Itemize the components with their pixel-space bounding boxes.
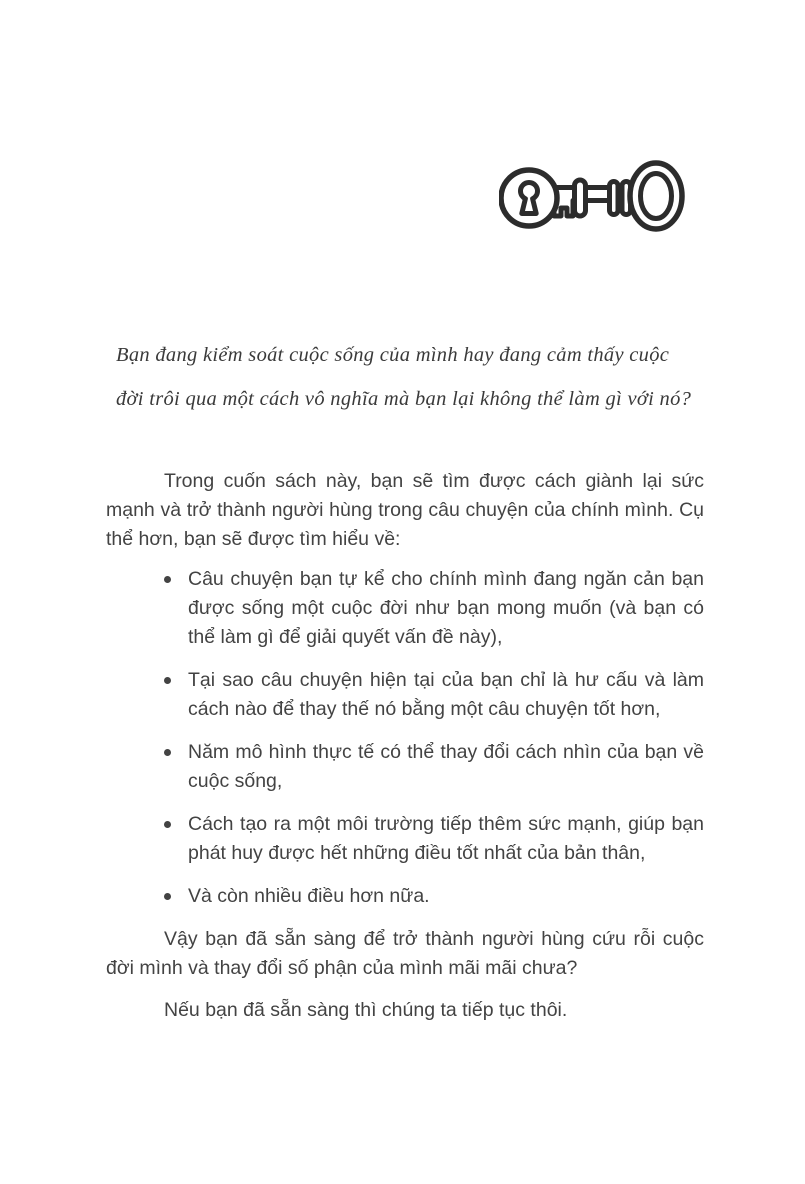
list-item <box>106 882 704 911</box>
handwritten-question: Bạn đang kiểm soát cuộc sống của mình hay đang cảm thấy cuộc đời trôi qua một cách vô nghĩa mà bạn lại không thể làm gì với nó? <box>116 344 692 410</box>
bullet-icon <box>164 677 171 684</box>
body-text <box>106 467 704 1025</box>
list-item <box>106 666 704 724</box>
list-item <box>106 738 704 796</box>
key-icon <box>499 160 685 232</box>
list-item-text: Năm mô hình thực tế có thể thay đổi cách nhìn của bạn về cuộc sống, <box>188 741 704 792</box>
bullet-icon <box>164 576 171 583</box>
bullet-list <box>106 565 704 911</box>
closing-paragraph-1: Vậy bạn đã sẵn sàng để trở thành người hùng cứu rỗi cuộc đời mình và thay đổi số phận của mình mãi mãi chưa? <box>106 928 704 979</box>
list-item-text: Câu chuyện bạn tự kể cho chính mình đang ngăn cản bạn được sống một cuộc đời như bạn mong muốn (và bạn có thể làm gì để giải quyết vấn đề này), <box>188 568 704 648</box>
list-item-text: Tại sao câu chuyện hiện tại của bạn chỉ là hư cấu và làm cách nào để thay thế nó bằng một câu chuyện tốt hơn, <box>188 669 704 720</box>
opening-paragraph: Trong cuốn sách này, bạn sẽ tìm được cách giành lại sức mạnh và trở thành người hùng trong câu chuyện của chính mình. Cụ thể hơn, bạn sẽ được tìm hiểu về: <box>106 470 704 550</box>
bullet-icon <box>164 893 171 900</box>
list-item <box>106 565 704 652</box>
list-item-text: Cách tạo ra một môi trường tiếp thêm sức mạnh, giúp bạn phát huy được hết những điều tốt nhất của bản thân, <box>188 813 704 864</box>
bullet-icon <box>164 821 171 828</box>
bullet-icon <box>164 749 171 756</box>
closing-paragraph-2: Nếu bạn đã sẵn sàng thì chúng ta tiếp tục thôi. <box>164 999 568 1021</box>
list-item <box>106 810 704 868</box>
list-item-text: Và còn nhiều điều hơn nữa. <box>188 885 430 907</box>
